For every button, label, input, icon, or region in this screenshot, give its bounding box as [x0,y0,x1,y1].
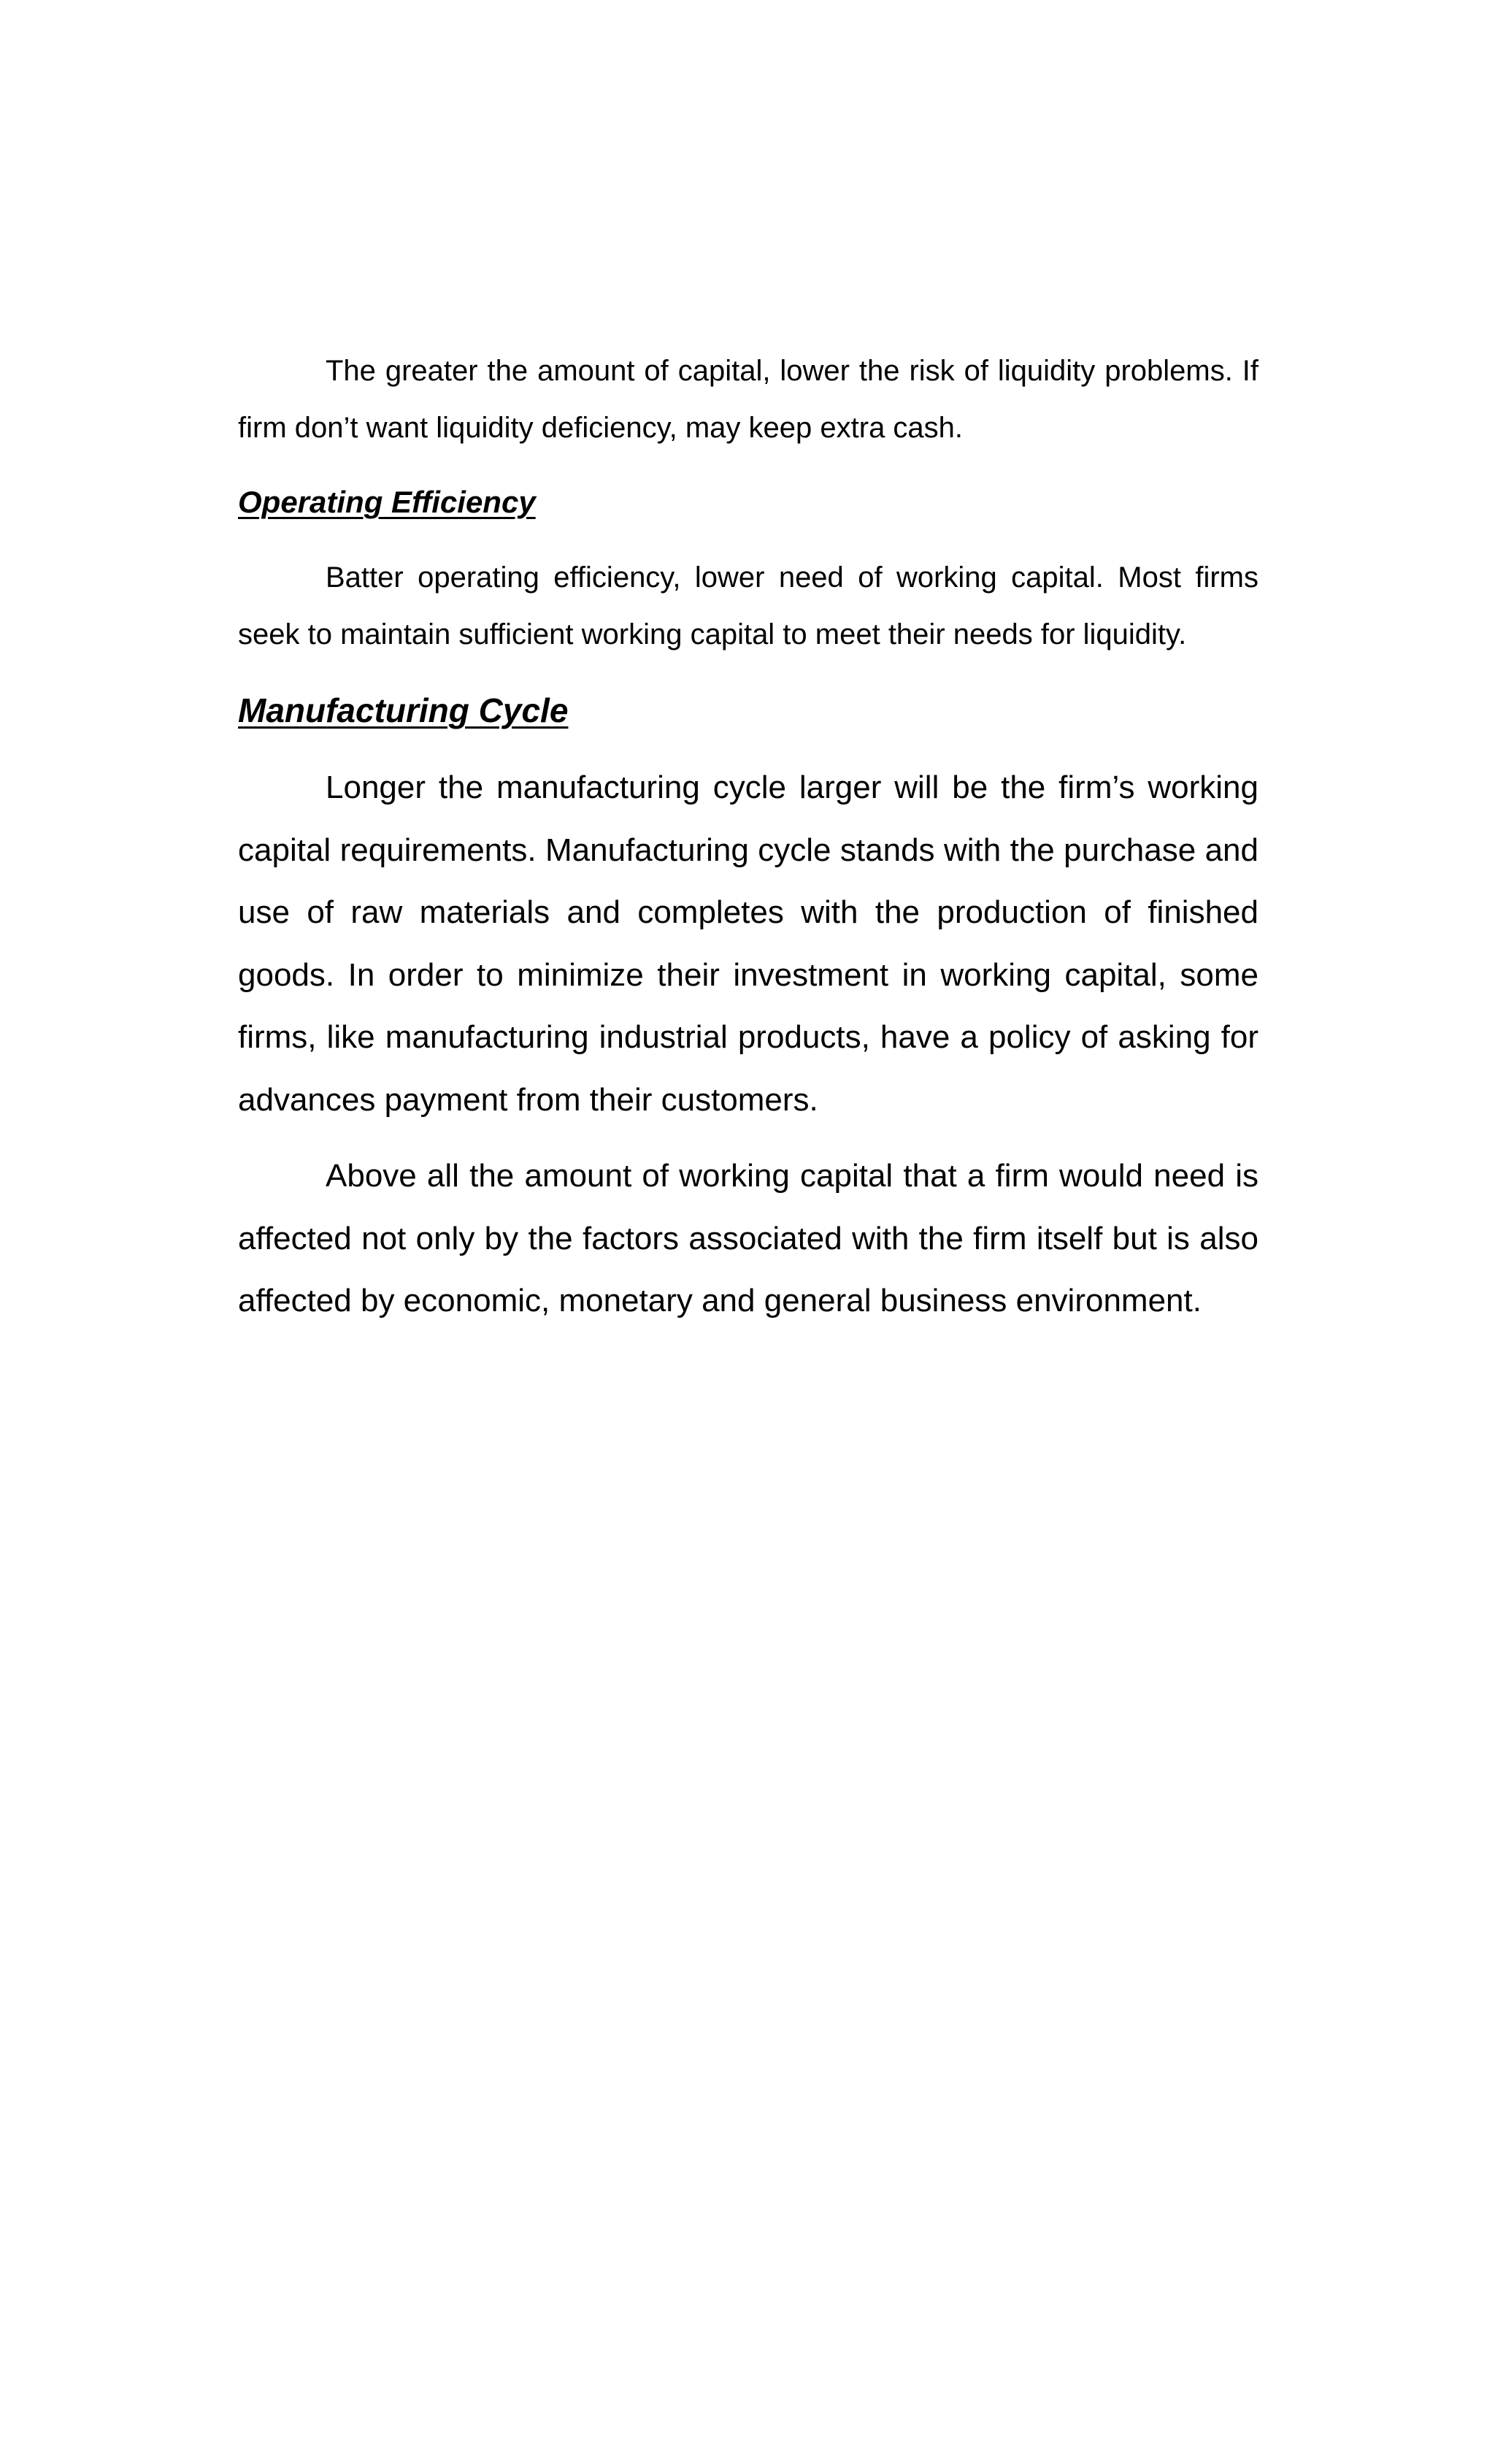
closing-block [238,1145,1258,1332]
paragraph-closing: Above all the amount of working capital that a firm would need is affected not only by the factors associated with the firm itself but is also affected by economic, monetary and general business environment. [238,1158,1258,1319]
paragraph-operating-efficiency: Batter operating efficiency, lower need of working capital. Most firms seek to maintain sufficient working capital to meet their needs for liquidity. [238,561,1258,650]
section-heading-manufacturing-cycle: Manufacturing Cycle [238,691,569,729]
operating-efficiency-body [238,549,1258,663]
paragraph-manufacturing-cycle: Longer the manufacturing cycle larger will be the firm’s working capital requirements. Manufacturing cycle stands with the purchase and use of raw materials and completes with the production of finished goods. In order to minimize their investment in working capital, some firms, like manufacturing industrial products, have a policy of asking for advances payment from their customers. [238,769,1258,1118]
intro-block [238,342,1258,456]
intro-paragraph: The greater the amount of capital, lower the risk of liquidity problems. If firm don’t want liquidity deficiency, may keep extra cash. [238,355,1258,444]
manufacturing-cycle-body [238,756,1258,1131]
section-heading-operating-efficiency: Operating Efficiency [238,485,536,519]
section-operating-efficiency [238,480,1258,524]
section-manufacturing-cycle [238,686,1258,734]
